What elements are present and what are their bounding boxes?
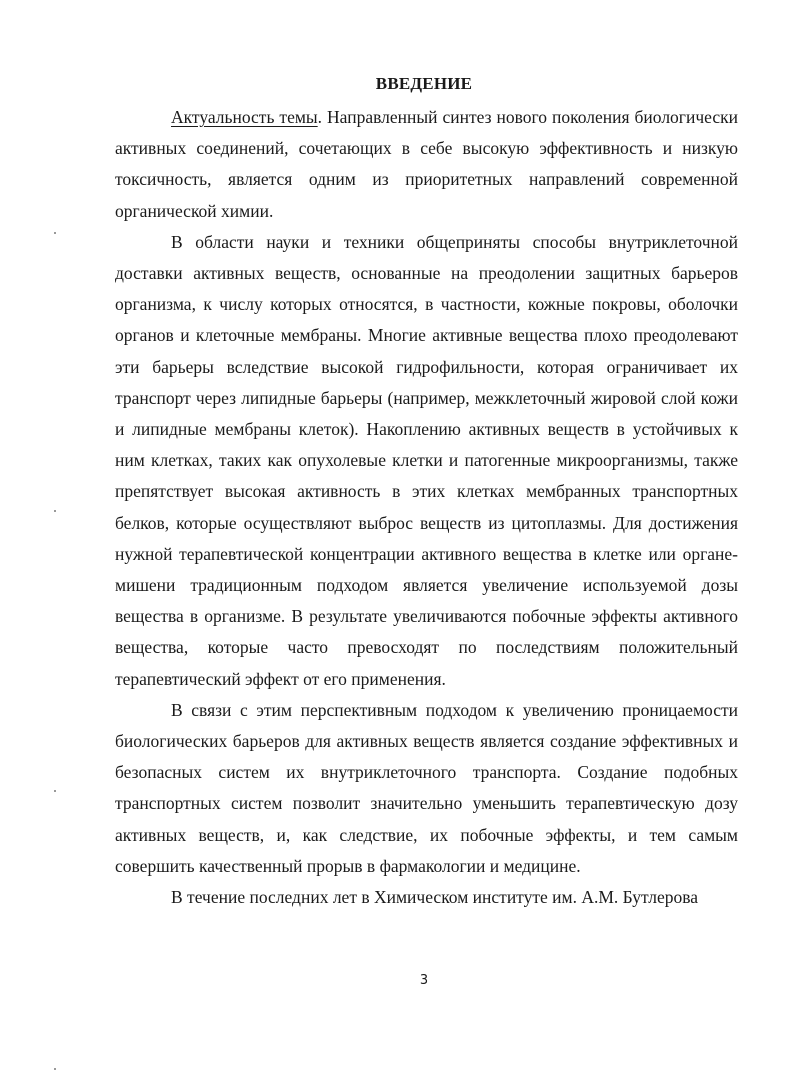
body-text [115,102,738,913]
paragraph-relevance [115,102,738,227]
section-heading: ВВЕДЕНИЕ [375,74,473,93]
paragraph-text: . Направленный синтез нового поколения биологически активных соединений, сочетающих в себе высокую эффективность и низкую токсичность, является одним из приоритетных направлений современной органической химии. [115,107,738,221]
margin-mark [54,790,56,792]
paragraph: В течение последних лет в Химическом институте им. А.М. Бутлерова [171,887,699,908]
margin-mark [54,1068,56,1070]
page-number: 3 [419,973,429,988]
margin-mark [54,510,56,512]
margin-mark [54,232,56,234]
paragraph: В связи с этим перспективным подходом к увеличению проницаемости биологических барьеров для активных веществ является создание эффективных и безопасных систем их внутриклеточного транспорта. Создание подобных транспортных систем позволит значительно уменьшить терапевтическую дозу активных веществ, и, как следствие, их побочные эффекты, и тем самым совершить качественный прорыв в фармакологии и медицине. [115,699,738,876]
paragraph: В области науки и техники общеприняты способы внутриклеточной доставки активных веществ, основанные на преодолении защитных барьеров организма, к числу которых относятся, в частности, кожные покровы, оболочки органов и клеточные мембраны. Многие активные вещества плохо преодолевают эти барьеры вследствие высокой гидрофильности, которая ограничивает их транспорт через липидные барьеры (например, межклеточный жировой слой кожи и липидные мембраны клеток). Накоплению активных веществ в устойчивых к ним клетках, таких как опухолевые клетки и патогенные микроорганизмы, также препятствует высокая активность в этих клетках мембранных транспортных белков, которые осуществляют выброс веществ из цитоплазмы. Для достижения нужной терапевтической концентрации активного вещества в клетке или органе-мишени традиционным подходом является увеличение используемой дозы вещества в организме. В результате увеличиваются побочные эффекты активного вещества, которые часто превосходят по последствиям положительный терапевтический эффект от его применения. [115,231,738,689]
relevance-lead: Актуальность темы [171,107,318,127]
